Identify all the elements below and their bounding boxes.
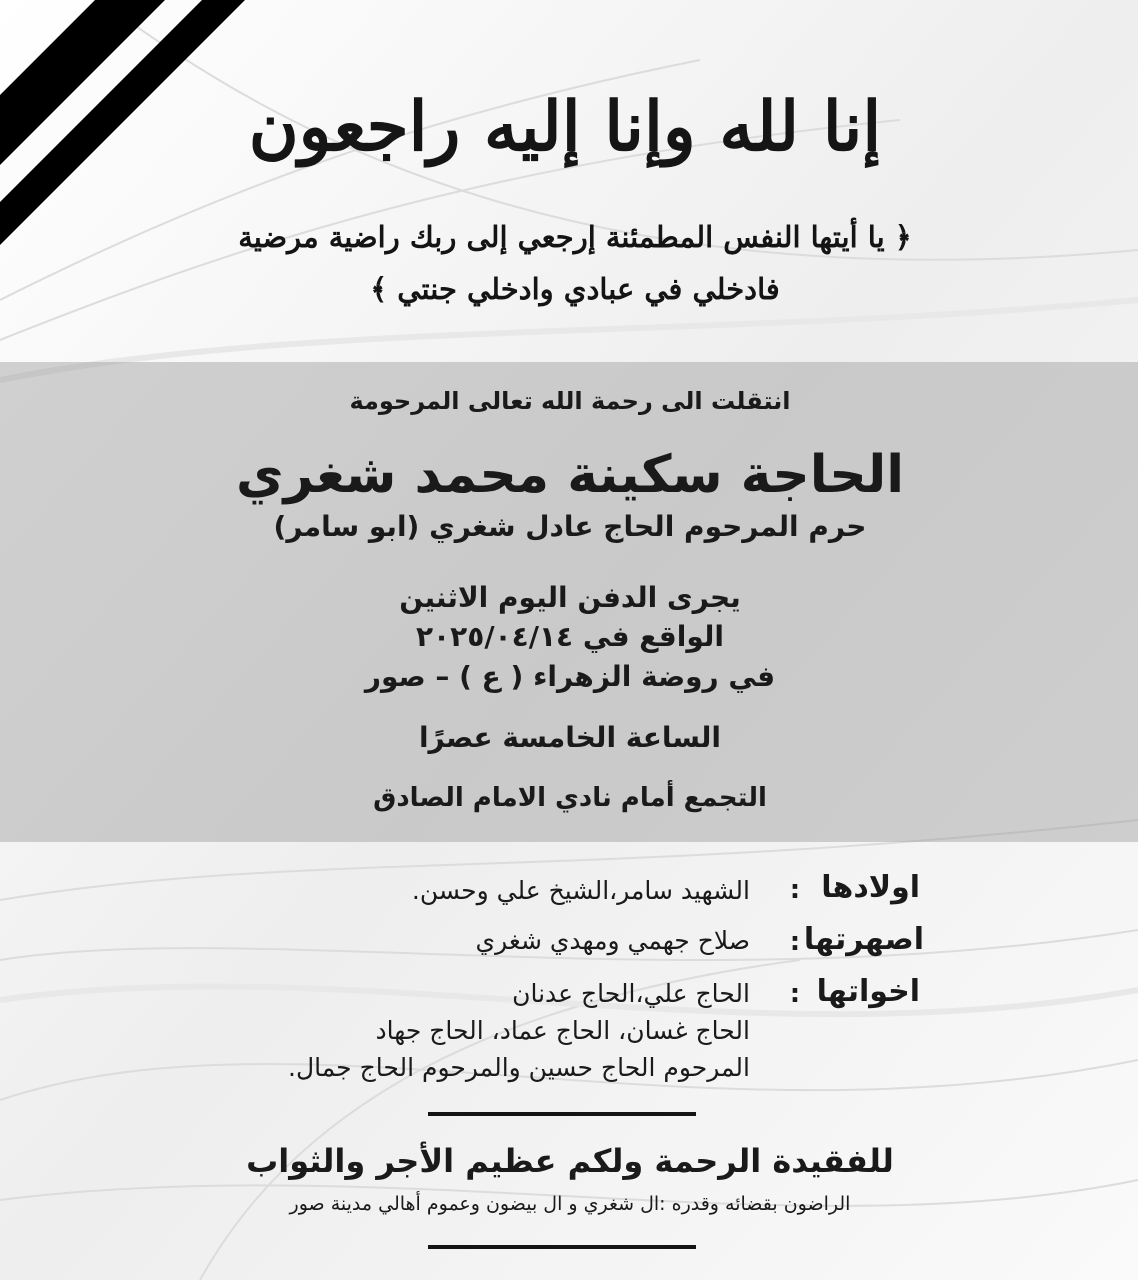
family-separator: : bbox=[789, 875, 801, 905]
family-separator: : bbox=[789, 927, 801, 957]
family-value-in-laws: صلاح جهمي ومهدي شغري bbox=[475, 926, 750, 955]
family-value-brothers-1: الحاج علي،الحاج عدنان bbox=[512, 979, 750, 1008]
burial-date: الواقع في ٢٠٢٥/٠٤/١٤ bbox=[415, 620, 725, 653]
spouse-line: حرم المرحوم الحاج عادل شغري (ابو سامر) bbox=[273, 510, 867, 543]
family-label-brothers: اخواتها bbox=[816, 974, 920, 1009]
deceased-name: الحاجة سكينة محمد شغري bbox=[235, 445, 905, 505]
quran-verse-line-1: ﴿ يا أيتها النفس المطمئنة إرجعي إلى ربك راضية مرضية bbox=[238, 220, 912, 254]
calligraphy-title: إنا لله وإنا إليه راجعون bbox=[248, 87, 882, 167]
divider-bottom bbox=[428, 1245, 696, 1249]
burial-place: في روضة الزهراء ( ع ) – صور bbox=[364, 660, 776, 693]
family-value-brothers-2: الحاج غسان، الحاج عماد، الحاج جهاد bbox=[375, 1016, 750, 1045]
family-separator: : bbox=[789, 979, 801, 1009]
burial-time: الساعة الخامسة عصرًا bbox=[418, 721, 722, 754]
family-label-sons: اولادها bbox=[821, 870, 920, 905]
family-value-sons: الشهيد سامر،الشيخ علي وحسن. bbox=[411, 876, 750, 905]
divider-top bbox=[428, 1112, 696, 1116]
burial-day: يجرى الدفن اليوم الاثنين bbox=[399, 581, 741, 614]
family-value-brothers-3: المرحوم الحاج حسين والمرحوم الحاج جمال. bbox=[288, 1053, 750, 1082]
quran-verse-line-2: فادخلي في عبادي وادخلي جنتي ﴾ bbox=[370, 272, 780, 306]
intro-text: انتقلت الى رحمة الله تعالى المرحومة bbox=[349, 387, 791, 415]
closing-condolence: للفقيدة الرحمة ولكم عظيم الأجر والثواب bbox=[246, 1142, 894, 1180]
family-label-in-laws: اصهرتها bbox=[803, 922, 924, 957]
signers-line: الراضون بقضائه وقدره :ال شغري و ال بيضون وعموم أهالي مدينة صور bbox=[289, 1193, 851, 1215]
gathering-place: التجمع أمام نادي الامام الصادق bbox=[373, 783, 767, 813]
